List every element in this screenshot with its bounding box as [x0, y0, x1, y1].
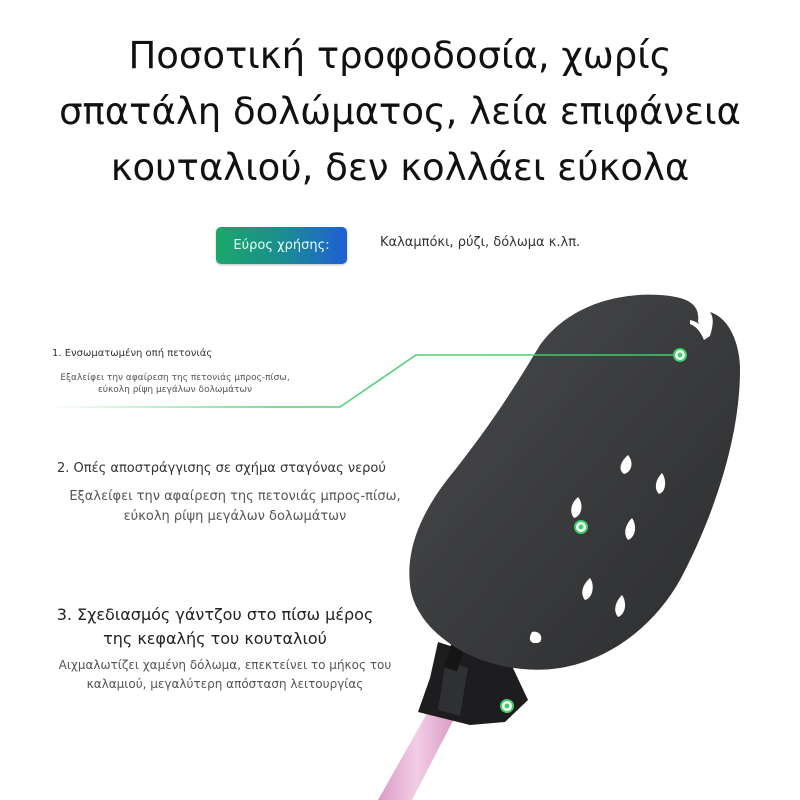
feature-3-title: 3. Σχεδιασμός γάντζου στο πίσω μέρος της κεφαλής του κουταλιού: [56, 605, 374, 648]
feature-2-title: 2. Οπές αποστράγγισης σε σχήμα σταγόνας νερού: [57, 461, 386, 476]
feature-1-title: 1. Ενσωματωμένη οπή πετονιάς: [52, 348, 213, 359]
spoon-head: [409, 295, 740, 670]
usage-range-badge: Εύρος χρήσης:: [216, 227, 347, 264]
handle: [378, 708, 456, 800]
page-title: [0, 28, 800, 196]
feature-3-description: Αιχμαλωτίζει χαμένη δόλωμα, επεκτείνει το μήκος του καλαμιού, μεγαλύτερη απόσταση λειτουργίας: [58, 658, 392, 691]
title-line-1: Ποσοτική τροφοδοσία, χωρίς: [128, 34, 672, 77]
title-line-3: κουταλιού, δεν κολλάει εύκολα: [110, 146, 690, 189]
usage-range-text: Καλαμπόκι, ρύζι, δόλωμα κ.λπ.: [380, 235, 581, 250]
title-line-2: σπατάλη δολώματος, λεία επιφάνεια: [59, 90, 741, 133]
feature-2-description: Εξαλείφει την αφαίρεση της πετονιάς μπρος-πίσω, εύκολη ρίψη μεγάλων δολωμάτων: [69, 489, 401, 524]
feature-1-description: Εξαλείφει την αφαίρεση της πετονιάς μπρος-πίσω, εύκολη ρίψη μεγάλων δολωμάτων: [60, 373, 290, 395]
